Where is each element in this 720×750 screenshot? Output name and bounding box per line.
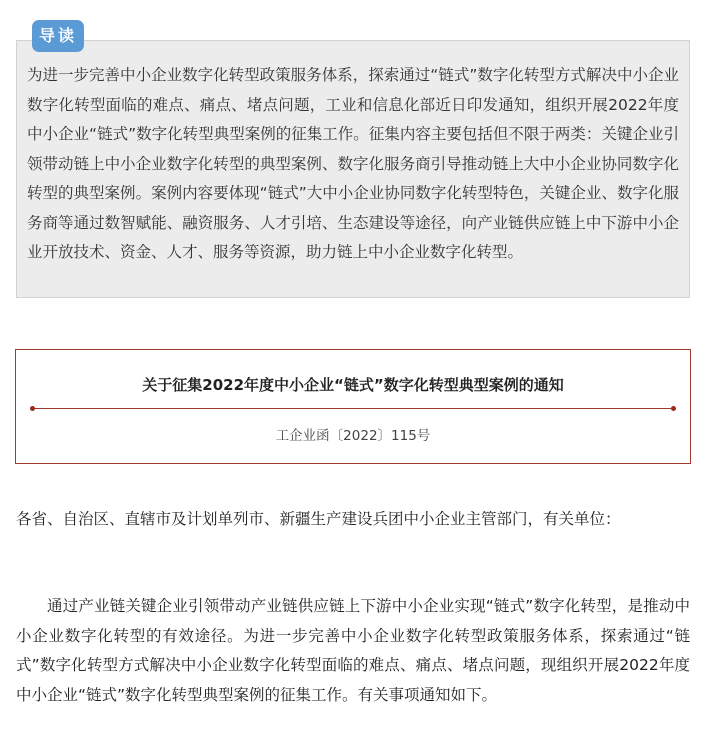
lead-summary-box — [16, 40, 690, 298]
notice-header-box — [15, 349, 691, 464]
lead-summary-text: 为进一步完善中小企业数字化转型政策服务体系，探索通过“链式”数字化转型方式解决中小企业数字化转型面临的难点、痛点、堵点问题，工业和信息化部近日印发通知，组织开展2022年度中小企业“链式”数字化转型典型案例的征集工作。征集内容主要包括但不限于两类：关键企业引领带动链上中小企业数字化转型的典型案例、数字化服务商引导推动链上大中小企业协同数字化转型的典型案例。案例内容要体现“链式”大中小企业协同数字化转型特色，关键企业、数字化服务商等通过数智赋能、融资服务、人才引培、生态建设等途径，向产业链供应链上中下游中小企业开放技术、资金、人才、服务等资源，助力链上中小企业数字化转型。 — [27, 66, 679, 261]
body-paragraph: 通过产业链关键企业引领带动产业链供应链上下游中小企业实现“链式”数字化转型，是推动中小企业数字化转型的有效途径。为进一步完善中小企业数字化转型政策服务体系，探索通过“链式”数字化转型方式解决中小企业数字化转型面临的难点、痛点、堵点问题，现组织开展2022年度中小企业“链式”数字化转型典型案例的征集工作。有关事项通知如下。 — [16, 597, 690, 704]
document-number: 工企业函〔2022〕115号 — [275, 428, 431, 444]
notice-divider — [32, 408, 674, 409]
divider-dot-left — [30, 406, 35, 411]
lead-badge: 导读 — [32, 20, 84, 52]
divider-dot-right — [671, 406, 676, 411]
addressee-line: 各省、自治区、直辖市及计划单列市、新疆生产建设兵团中小企业主管部门，有关单位： — [16, 510, 621, 528]
notice-title: 关于征集2022年度中小企业“链式”数字化转型典型案例的通知 — [142, 376, 564, 394]
